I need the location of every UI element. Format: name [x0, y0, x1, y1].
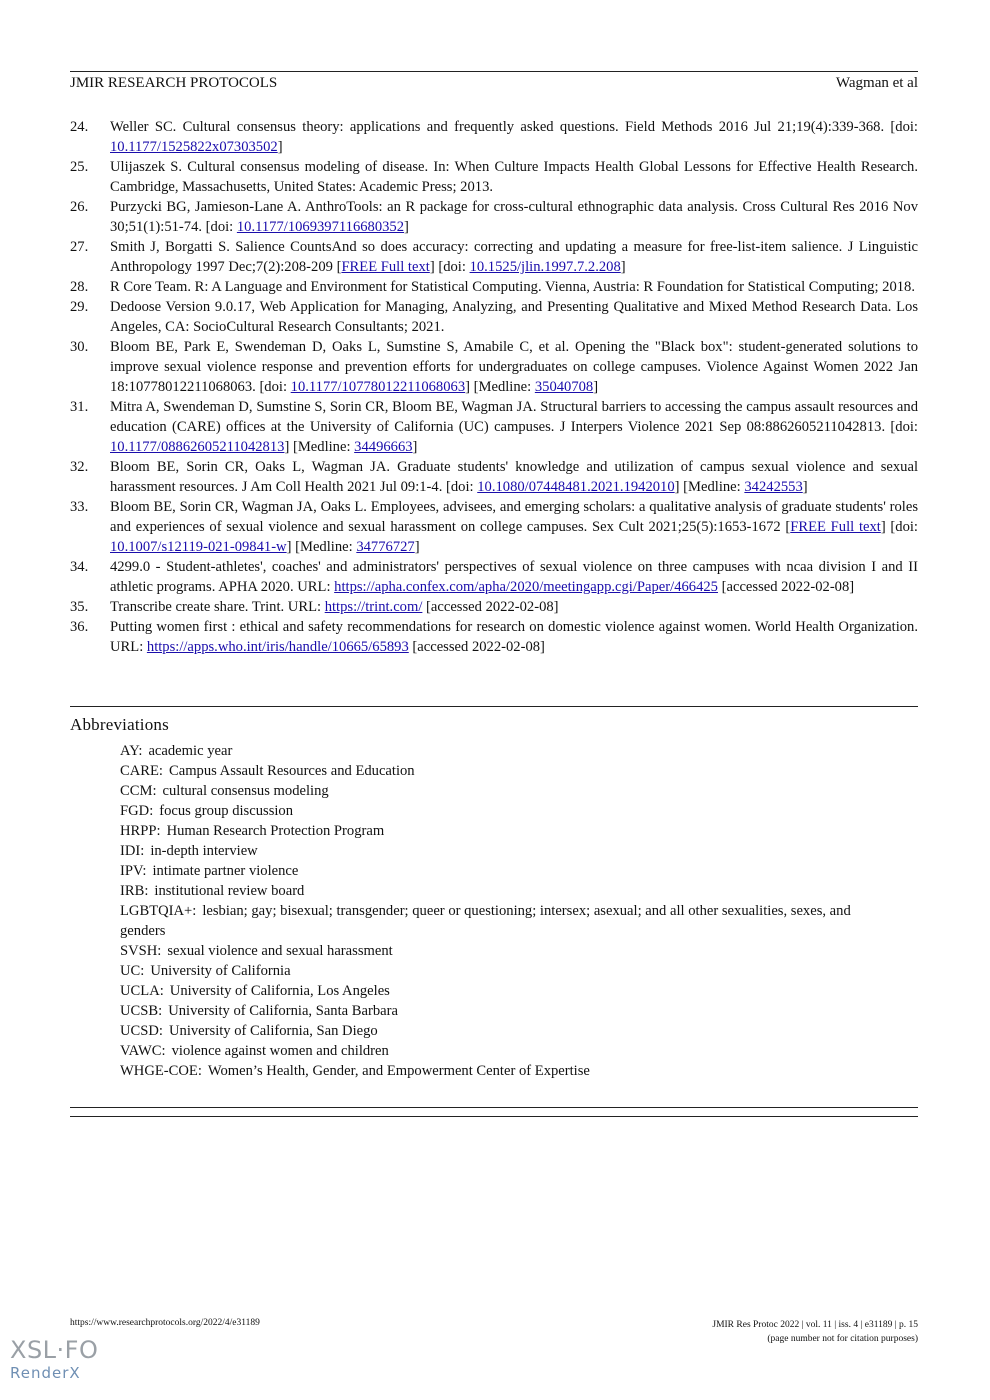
abbreviation-item [120, 801, 880, 821]
reference-link[interactable]: 35040708 [534, 379, 594, 395]
reference-text-segment: ] [doi: [429, 259, 470, 275]
reference-text [110, 617, 918, 657]
abbreviation-definition: University of California, Santa Barbara [168, 1003, 398, 1019]
footer-citation-text: JMIR Res Protoc 2022 | vol. 11 | iss. 4 | e31189 | p. 15 [712, 1320, 918, 1330]
reference-item [70, 197, 918, 237]
reference-text-segment: ] [Medline: [284, 439, 355, 455]
reference-text-segment: Bloom BE, Sorin CR, Oaks L, Wagman JA. Graduate students' knowledge and utilization of campus sexual violence and sexual harassment resources. J Am Coll Health 2021 Jul 09:1-4. [doi: [110, 459, 918, 495]
reference-text [110, 497, 918, 557]
abbreviation-definition: sexual violence and sexual harassment [167, 943, 393, 959]
renderx-logo [10, 1336, 98, 1382]
journal-name: JMIR RESEARCH PROTOCOLS [70, 75, 278, 91]
reference-link[interactable]: https://apps.who.int/iris/handle/10665/65893 [146, 639, 409, 655]
abbreviation-item [120, 901, 880, 941]
reference-item [70, 237, 918, 277]
reference-item [70, 457, 918, 497]
reference-text [110, 157, 918, 197]
reference-text [110, 117, 918, 157]
abbreviation-definition: Women’s Health, Gender, and Empowerment Center of Expertise [207, 1063, 590, 1079]
reference-text [110, 457, 918, 497]
abbreviation-item [120, 941, 880, 961]
abbreviation-definition: violence against women and children [171, 1043, 389, 1059]
section-divider [70, 706, 918, 707]
reference-text-segment: ] [404, 219, 409, 235]
abbreviation-term: WHGE-COE: [120, 1063, 202, 1079]
reference-link[interactable]: https://apha.confex.com/apha/2020/meetingapp.cgi/Paper/466425 [334, 579, 718, 595]
reference-link[interactable]: FREE Full text [790, 519, 881, 535]
abbreviation-definition: focus group discussion [159, 803, 294, 819]
reference-text-segment: ] [414, 539, 420, 555]
abbreviation-definition: Campus Assault Resources and Education [168, 763, 415, 779]
reference-number: 25. [70, 159, 89, 175]
reference-item [70, 157, 918, 197]
abbreviation-item [120, 1021, 880, 1041]
reference-number: 31. [70, 399, 89, 415]
abbreviation-definition: academic year [148, 743, 233, 759]
running-header [70, 75, 918, 92]
abbreviation-definition: lesbian; gay; bisexual; transgender; queer or questioning; intersex; asexual; and all other sexualities, sexes, and genders [120, 903, 851, 939]
abbreviation-item [120, 1061, 880, 1081]
reference-number: 29. [70, 299, 89, 315]
footer-url-text[interactable]: https://www.researchprotocols.org/2022/4/e31189 [70, 1318, 260, 1328]
reference-number: 33. [70, 499, 89, 515]
header-rule [70, 71, 918, 72]
reference-text-segment: ] [doi: [880, 519, 918, 535]
abbreviation-term: UCLA: [120, 983, 164, 999]
abbreviation-definition: University of California [150, 963, 291, 979]
reference-link[interactable]: 10.1177/10778012211068063 [290, 379, 466, 395]
abbreviation-term: IPV: [120, 863, 147, 879]
reference-item [70, 617, 918, 657]
reference-text-segment: ] [620, 259, 626, 275]
reference-text [110, 237, 918, 277]
reference-link[interactable]: 10.1177/1069397116680352 [236, 219, 405, 235]
abbreviations-heading: Abbreviations [70, 715, 169, 734]
reference-text [110, 597, 918, 617]
reference-text-segment: ] [412, 439, 418, 455]
abbreviation-term: CARE: [120, 763, 163, 779]
reference-text-segment: Weller SC. Cultural consensus theory: applications and frequently asked questions. Field Methods 2016 Jul 21;19(4):339-368. [doi: [110, 119, 918, 135]
abbreviation-definition: in-depth interview [150, 843, 258, 859]
reference-item [70, 597, 918, 617]
abbreviation-item [120, 1041, 880, 1061]
abbreviation-definition: institutional review board [154, 883, 305, 899]
reference-item [70, 117, 918, 157]
reference-text-segment: Mitra A, Swendeman D, Sumstine S, Sorin CR, Bloom BE, Wagman JA. Structural barriers to accessing the campus assault resources and education (CARE) offices at the University of California (UC) campuses. J Interpers Violence 2021 Sep 08:8862605211042813. [doi: [110, 399, 918, 435]
reference-text-segment: Smith J, Borgatti S. Salience CountsAnd so does accuracy: correcting and updating a measure for free-list-item salience. J Linguistic Anthropology 1997 Dec;7(2):208-209 [ [110, 239, 918, 275]
abbreviation-term: UCSB: [120, 1003, 163, 1019]
reference-text-segment: ] [277, 139, 283, 155]
reference-number: 26. [70, 199, 89, 215]
reference-link[interactable]: 10.1177/1525822x07303502 [110, 139, 278, 155]
abbreviation-definition: University of California, San Diego [168, 1023, 378, 1039]
reference-text-segment: Purzycki BG, Jamieson-Lane A. AnthroTools: an R package for cross-cultural ethnographic data analysis. Cross Cultural Res 2016 Nov 30;51(1):51-74. [doi: [110, 199, 918, 235]
reference-link[interactable]: 34496663 [354, 439, 413, 455]
reference-text-segment: Dedoose Version 9.0.17, Web Application for Managing, Analyzing, and Presenting Qualitative and Mixed Method Research Data. Los Angeles, CA: SocioCultural Research Consultants; 2021. [110, 299, 918, 335]
abbreviation-definition: cultural consensus modeling [162, 783, 329, 799]
abbreviation-definition: University of California, Los Angeles [169, 983, 390, 999]
reference-text-segment: Transcribe create share. Trint. URL: [110, 599, 325, 615]
reference-number: 35. [70, 599, 89, 615]
reference-text-segment: Ulijaszek S. Cultural consensus modeling of disease. In: When Culture Impacts Health Global Lessons for Effective Health Research. Cambridge, Massachusetts, United States: Academic Press; 2013. [110, 159, 918, 195]
reference-list [70, 117, 918, 657]
reference-link[interactable]: 10.1525/jlin.1997.7.2.208 [469, 259, 621, 275]
abbreviation-item [120, 1001, 880, 1021]
abbreviation-item [120, 981, 880, 1001]
reference-text-segment: 4299.0 - Student-athletes', coaches' and administrators' perspectives of sexual violence on three campuses with ncaa division I and II athletic programs. APHA 2020. URL: [110, 559, 918, 595]
reference-text-segment: ] [Medline: [674, 479, 745, 495]
reference-number: 27. [70, 239, 89, 255]
abbreviation-definition: Human Research Protection Program [166, 823, 385, 839]
abbreviation-list [120, 741, 880, 1081]
abbreviation-term: CCM: [120, 783, 157, 799]
reference-text-segment: Bloom BE, Sorin CR, Wagman JA, Oaks L. Employees, advisees, and emerging scholars: a qualitative analysis of graduate students' roles and experiences of sexual violence and sexual harassment on college campuses. Sex Cult 2021;25(5):1653-1672 [ [110, 499, 918, 535]
abbreviation-term: LGBTQIA+: [120, 903, 197, 919]
reference-item [70, 497, 918, 557]
reference-link[interactable]: 34776727 [356, 539, 415, 555]
reference-number: 28. [70, 279, 89, 295]
end-rule-bottom [70, 1116, 918, 1117]
reference-text-segment: ] [593, 379, 599, 395]
reference-number: 30. [70, 339, 89, 355]
abbreviation-item [120, 781, 880, 801]
reference-text-segment: [accessed 2022-02-08] [717, 579, 855, 595]
author-short: Wagman et al [835, 75, 918, 91]
abbreviation-item [120, 821, 880, 841]
abbreviation-term: IRB: [120, 883, 149, 899]
reference-number: 24. [70, 119, 89, 135]
abbreviation-term: VAWC: [120, 1043, 166, 1059]
reference-link[interactable]: https://trint.com/ [324, 599, 423, 615]
footer-url [70, 1318, 260, 1328]
abbreviation-item [120, 861, 880, 881]
reference-text-segment: [accessed 2022-02-08] [422, 599, 559, 615]
reference-link[interactable]: 10.1080/07448481.2021.1942010 [477, 479, 675, 495]
reference-text [110, 397, 918, 457]
reference-text-segment: ] [Medline: [286, 539, 357, 555]
reference-text-segment: [accessed 2022-02-08] [408, 639, 545, 655]
abbreviation-definition: intimate partner violence [152, 863, 299, 879]
reference-item [70, 277, 918, 297]
reference-number: 34. [70, 559, 89, 575]
reference-link[interactable]: 10.1007/s12119-021-09841-w [110, 539, 287, 555]
abbreviation-item [120, 761, 880, 781]
reference-link[interactable]: 10.1177/08862605211042813 [110, 439, 285, 455]
reference-item [70, 397, 918, 457]
abbreviation-item [120, 841, 880, 861]
reference-text [110, 297, 918, 337]
reference-text [110, 557, 918, 597]
abbreviation-item [120, 881, 880, 901]
reference-item [70, 337, 918, 397]
logo-line-1: XSL·FO [10, 1336, 99, 1364]
reference-item [70, 297, 918, 337]
abbreviation-term: SVSH: [120, 943, 162, 959]
footer-citation [712, 1318, 918, 1346]
reference-text [110, 337, 918, 397]
reference-text [110, 277, 918, 297]
reference-link[interactable]: 34242553 [744, 479, 803, 495]
reference-text-segment: ] [802, 479, 808, 495]
reference-number: 36. [70, 619, 89, 635]
abbreviation-item [120, 961, 880, 981]
reference-item [70, 557, 918, 597]
reference-text-segment: Putting women first : ethical and safety recommendations for research on domestic violence against women. World Health Organization. URL: [110, 619, 918, 655]
footer-note: (page number not for citation purposes) [767, 1334, 918, 1344]
reference-link[interactable]: FREE Full text [341, 259, 430, 275]
reference-text-segment: Bloom BE, Park E, Swendeman D, Oaks L, Sumstine S, Amabile C, et al. Opening the "Black box": student-generated solutions to improve sexual violence response and prevention efforts for undergraduates on college campuses. Violence Against Women 2022 Jan 18:10778012211068063. [doi: [110, 339, 918, 395]
abbreviation-term: UCSD: [120, 1023, 163, 1039]
abbreviation-term: IDI: [120, 843, 145, 859]
abbreviation-term: UC: [120, 963, 145, 979]
end-rule-top [70, 1107, 918, 1108]
reference-text [110, 197, 918, 237]
abbreviation-term: HRPP: [120, 823, 161, 839]
abbreviation-term: AY: [120, 743, 143, 759]
reference-text-segment: ] [Medline: [465, 379, 535, 395]
reference-text-segment: R Core Team. R: A Language and Environment for Statistical Computing. Vienna, Austria: R Foundation for Statistical Computing; 2018. [110, 279, 915, 295]
reference-number: 32. [70, 459, 89, 475]
logo-line-2: RenderX [10, 1364, 81, 1382]
abbreviation-term: FGD: [120, 803, 154, 819]
abbreviation-item [120, 741, 880, 761]
